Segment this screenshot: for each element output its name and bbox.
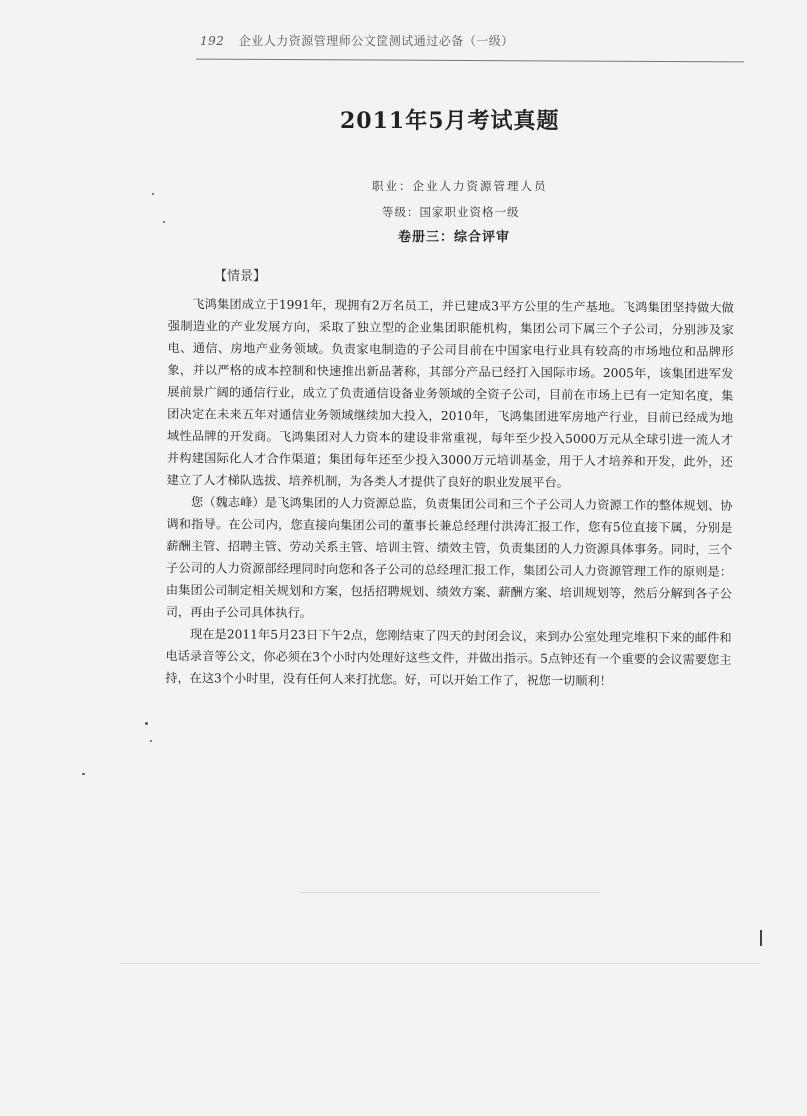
section-label: 【情景】 [214,269,267,284]
edge-mark [760,930,762,946]
scan-speck [145,722,148,725]
paragraph-company: 飞鸿集团成立于1991年，现拥有2万名员工，并已建成3平方公里的生产基地。飞鸿集团坚持做大做强制造业的产业发展方向，采取了独立型的企业集团职能机构，集团公司下属三个子公司，分别涉及家电、通信、房地产业务领域。负责家电制造的子公司目前在中国家电行业具有较高的市场地位和品牌形象，并以严格的成本控制和快速推出新品著称，其部分产品已经打入国际市场。2005年，该集团进军发展前景广阔的通信行业，成立了负责通信设备业务领域的全资子公司，目前在市场上已有一定知名度，集团决定在未来五年对通信业务领域继续加大投入，2010年，飞鸿集团进军房地产行业，目前已经成为地域性品牌的开发商。飞鸿集团对人力资本的建设非常重视，每年至少投入5000万元从全球引进一流人才并构建国际化人才合作渠道；集团每年还至少投入3000万元培训基金，用于人才培养和开发，此外，还建立了人才梯队选拔、培养机制，为各类人才提供了良好的职业发展平台。 [166,297,734,490]
scan-speck [163,221,165,223]
paragraph-instructions: 现在是2011年5月23日下午2点，您刚结束了四天的封闭会议，来到办公室处理完堆积下来的邮件和电话录音等公文，你必须在3个小时内处理好这些文件，并做出指示。5点钟还有一个重要的会议需要您主持，在这3个小时里，没有任何人来打扰您。好，可以开始工作了，祝您一切顺利！ [165,627,732,689]
volume-line: 卷册三：综合评审 [398,230,511,245]
occupation-line: 职业：企业人力资源管理人员 [372,179,548,193]
scan-speck [150,740,152,742]
level-line: 等级：国家职业资格一级 [382,205,520,219]
scan-streak [300,892,600,893]
running-header [200,32,514,49]
book-title: 企业人力资源管理师公文筐测试通过必备（一级） [238,34,514,48]
paragraph-role: 您（魏志峰）是飞鸿集团的人力资源总监，负责集团公司和三个子公司人力资源工作的整体规划、协调和指导。在公司内，您直接向集团公司的董事长兼总经理付洪涛汇报工作，您有5位直接下属，分别是薪酬主管、招聘主管、劳动关系主管、培训主管、绩效主管，负责集团的人力资源具体事务。同时，三个子公司的人力资源部经理同时向您和各子公司的总经理汇报工作，集团公司人力资源管理工作的原则是：由集团公司制定相关规划和方案，包括招聘规划、绩效方案、薪酬方案、培训规划等，然后分解到各子公司，再由子公司具体执行。 [165,495,733,621]
scan-speck [152,193,154,195]
page-title: 2011年5月考试真题 [340,108,560,134]
scan-speck [82,773,85,775]
scenario-body [165,293,734,693]
header-rule [196,59,744,63]
scan-streak [120,963,760,964]
page-number: 192 [200,34,225,48]
